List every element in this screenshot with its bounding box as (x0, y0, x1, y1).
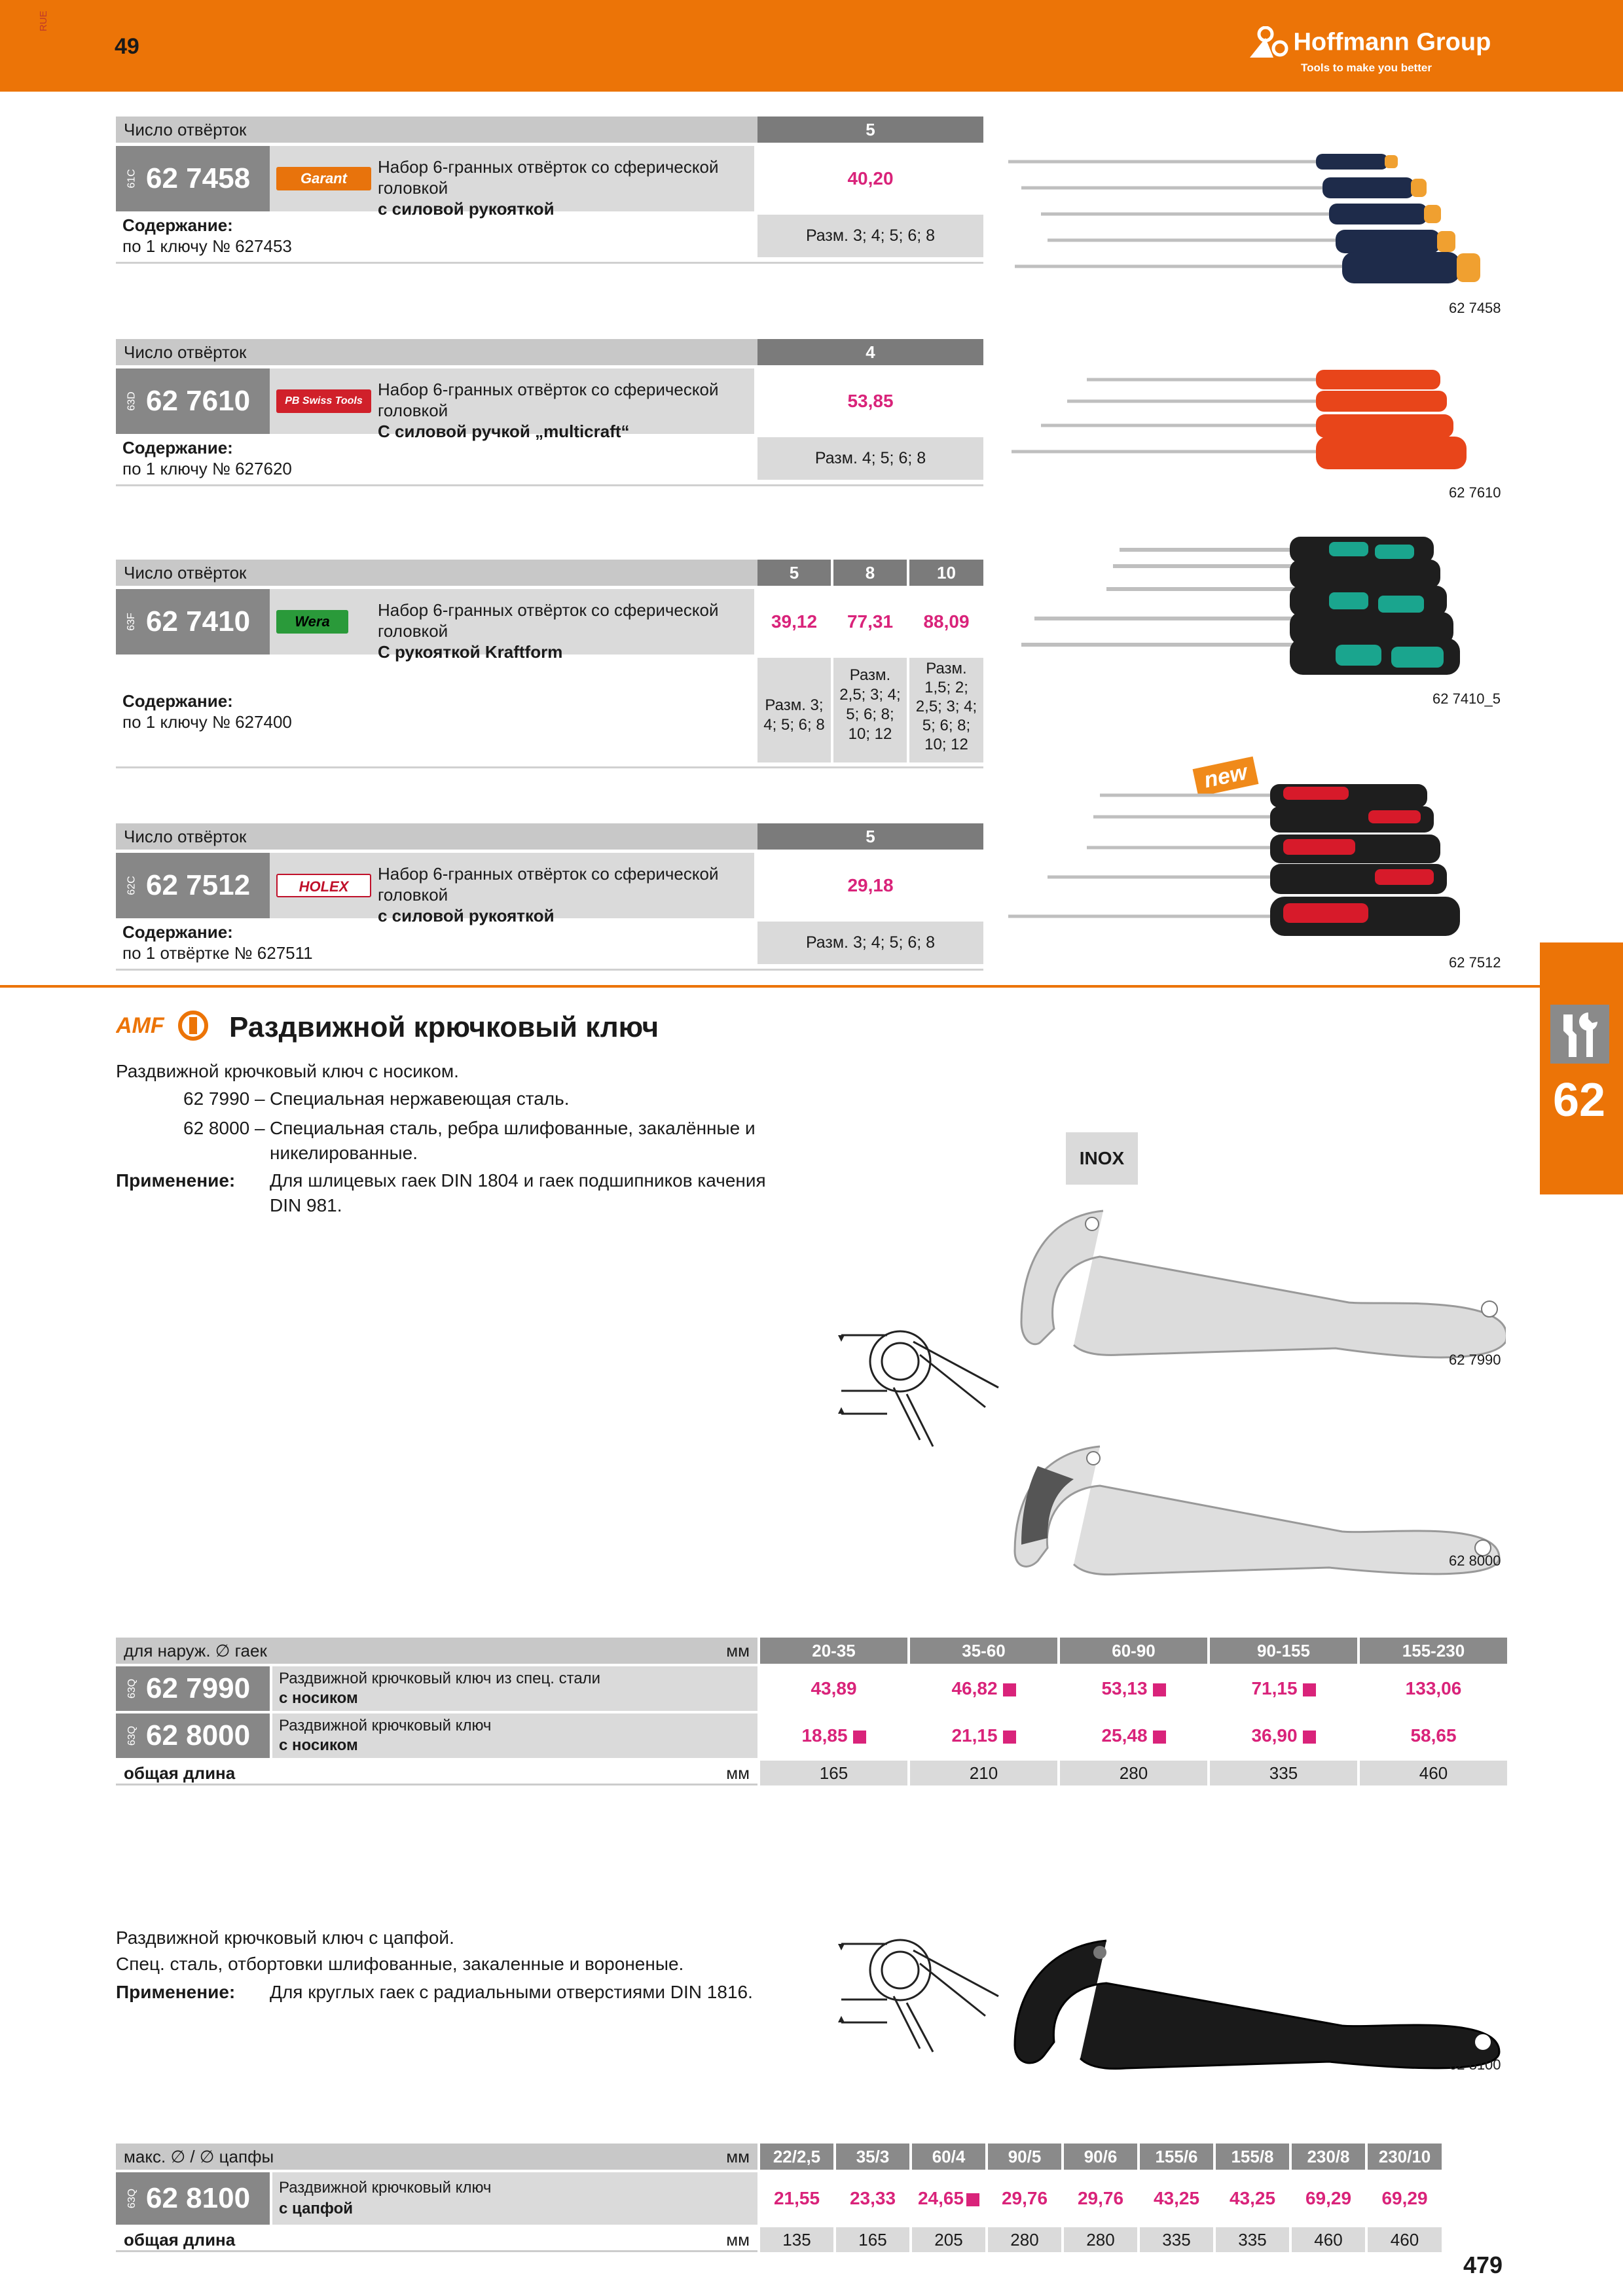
pb-swiss-tools-logo: PB Swiss Tools (276, 389, 371, 413)
inox-badge: INOX (1066, 1132, 1138, 1185)
price: 29,18 (847, 875, 894, 895)
article-number[interactable]: 62 7990 (146, 1672, 251, 1704)
section-intro: Раздвижной крючковый ключ с носиком. (116, 1061, 459, 1081)
content-label: Содержание: (122, 691, 233, 711)
price-cell (912, 2172, 985, 2225)
price-cell (1060, 1666, 1207, 1711)
article-code: 61C (126, 169, 137, 188)
price: 18,85 (801, 1725, 848, 1746)
content-text: по 1 ключу № 627400 (122, 712, 292, 732)
section2-line2: Спец. сталь, отбортовки шлифованные, закаленные и вороненые. (116, 1954, 684, 1974)
article-number[interactable]: 62 7512 (146, 869, 251, 901)
price-row (760, 1713, 1507, 1758)
length-value: 165 (836, 2227, 909, 2252)
price-cell (1360, 1666, 1507, 1711)
spec-table-2 (116, 2144, 1507, 2268)
price: 46,82 (951, 1678, 998, 1698)
price-cell (1368, 2172, 1442, 2225)
price: 21,55 (773, 2188, 820, 2208)
image-label: 62 7458 (1449, 300, 1501, 316)
application-label: Применение: (116, 1170, 236, 1191)
brand-name: Hoffmann Group (1293, 28, 1491, 56)
count-value: 5 (757, 823, 983, 850)
item2-line2: никелированные. (270, 1143, 418, 1163)
article-number[interactable]: 62 8000 (146, 1719, 251, 1751)
product-block-627610 (116, 339, 983, 490)
screwdriver-set-image (1002, 134, 1499, 285)
section2-line1: Раздвижной крючковый ключ с цапфой. (116, 1928, 454, 1948)
price-cell (910, 1713, 1057, 1758)
article-code: 62C (126, 876, 137, 895)
count-value: 8 (833, 560, 907, 586)
content-info (122, 215, 292, 257)
length-value: 280 (1060, 1761, 1207, 1785)
content-info (122, 922, 313, 963)
count-value: 4 (757, 339, 983, 365)
product-description (378, 600, 754, 662)
price: 23,33 (849, 2188, 896, 2208)
application-line1: Для шлицевых гаек DIN 1804 и гаек подшипников качения (270, 1170, 766, 1191)
price: 71,15 (1251, 1678, 1298, 1698)
image-label: 62 8000 (1449, 1552, 1501, 1569)
hoffmann-logo-icon (1247, 26, 1290, 59)
price-cell (760, 2172, 833, 2225)
application-text (270, 1168, 766, 1218)
length-value: 335 (1140, 2227, 1213, 2252)
length-value: 280 (1064, 2227, 1137, 2252)
article-number[interactable]: 62 8100 (146, 2182, 251, 2214)
price-cell (760, 1713, 907, 1758)
desc-line1: Набор 6-гранных отвёрток со сферической головкой (378, 380, 719, 420)
article-code: 63Q (126, 1725, 138, 1746)
content-label: Содержание: (122, 922, 233, 942)
row-description (272, 2172, 757, 2225)
product-description (378, 379, 754, 442)
length-unit: мм (726, 2230, 750, 2250)
diameter-label: макс. ∅ / ∅ цапфы (124, 2147, 274, 2166)
description-box (270, 589, 754, 662)
price-5: 39,12 (771, 611, 818, 632)
desc-line1: Набор 6-гранных отвёрток со сферической головкой (378, 157, 719, 198)
desc-line1: Набор 6-гранных отвёрток со сферической головкой (378, 864, 719, 905)
stock-marker (1003, 1731, 1016, 1744)
content-text: по 1 ключу № 627620 (122, 459, 292, 478)
col-header: 90/6 (1064, 2144, 1137, 2170)
hook-wrench-nickel-image (1002, 1440, 1506, 1577)
image-label: 62 7990 (1449, 1352, 1501, 1368)
article-box (116, 589, 270, 655)
price: 53,85 (847, 391, 894, 411)
chapter-tab[interactable] (1540, 942, 1623, 1194)
item2-code: 62 8000 – (183, 1118, 265, 1138)
screwdriver-set-image (1021, 530, 1506, 681)
content-text: по 1 отвёртке № 627511 (122, 943, 313, 963)
content-label: Содержание: (122, 215, 233, 235)
language-tag: RUE (38, 10, 49, 31)
divider (116, 766, 983, 768)
length-value: 205 (912, 2227, 985, 2252)
count-value: 5 (757, 560, 831, 586)
section2-application-label: Применение: (116, 1982, 236, 2002)
col-header: 35/3 (836, 2144, 909, 2170)
article-box (116, 368, 270, 434)
wera-logo: Wera (276, 610, 348, 634)
price-cell (1060, 1713, 1207, 1758)
section-divider (0, 985, 1623, 988)
col-header: 155/6 (1140, 2144, 1213, 2170)
price: 40,20 (847, 168, 894, 188)
image-label: 62 7512 (1449, 954, 1501, 971)
price-10: 88,09 (923, 611, 970, 632)
sizes-8: Разм. 2,5; 3; 4; 5; 6; 8; 10; 12 (833, 658, 907, 762)
price: 43,25 (1153, 2188, 1200, 2208)
col-header: 155-230 (1360, 1638, 1507, 1664)
description-box (270, 146, 754, 219)
count-label: Число отвёрток (116, 823, 757, 850)
sizes: Разм. 3; 4; 5; 6; 8 (757, 215, 983, 257)
product-description (378, 863, 754, 926)
price: 133,06 (1405, 1678, 1462, 1698)
desc-line2: с носиком (279, 1736, 358, 1754)
page-number: 479 (1463, 2251, 1503, 2278)
content-label: Содержание: (122, 438, 233, 457)
length-value: 460 (1360, 1761, 1507, 1785)
catalog-page-number: 49 (115, 34, 139, 59)
stock-marker (1303, 1683, 1316, 1696)
length-value: 460 (1368, 2227, 1442, 2252)
price-cell (1210, 1713, 1357, 1758)
garant-logo: Garant (276, 167, 371, 190)
brand-tagline: Tools to make you better (1301, 62, 1432, 74)
hook-wrench-diagram (822, 1322, 1012, 1453)
length-label: общая длина (124, 1763, 236, 1783)
item1-text: Специальная нержавеющая сталь. (270, 1088, 570, 1109)
amf-logo (116, 1009, 214, 1042)
length-value: 135 (760, 2227, 833, 2252)
price: 69,29 (1381, 2188, 1428, 2208)
article-box (116, 1666, 270, 1711)
length-label: общая длина (124, 2230, 236, 2250)
article-box (116, 2172, 270, 2225)
wrench-icon (1550, 1005, 1609, 1064)
length-value: 460 (1292, 2227, 1365, 2252)
price-cell (1360, 1713, 1507, 1758)
unit-label: мм (726, 1641, 750, 1660)
divider (116, 969, 983, 971)
length-value: 335 (1216, 2227, 1289, 2252)
stock-marker (1003, 1683, 1016, 1696)
col-header: 155/8 (1216, 2144, 1289, 2170)
product-block-627458 (116, 117, 983, 267)
article-box (116, 1713, 270, 1758)
col-header: 22/2,5 (760, 2144, 833, 2170)
price: 43,89 (811, 1678, 857, 1698)
stock-marker (853, 1731, 866, 1744)
price-cell (910, 1666, 1057, 1711)
price: 43,25 (1229, 2188, 1276, 2208)
price: 69,29 (1305, 2188, 1352, 2208)
amf-wordmark: AMF (116, 1013, 164, 1038)
col-header: 60/4 (912, 2144, 985, 2170)
article-code: 63Q (126, 1678, 138, 1699)
hook-wrench-stainless-image (1008, 1204, 1506, 1361)
length-label-cell (116, 2227, 757, 2252)
divider (116, 484, 983, 486)
image-label: 62 7410_5 (1432, 691, 1501, 707)
length-value: 165 (760, 1761, 907, 1785)
price-cell (760, 1666, 907, 1711)
price: 29,76 (1077, 2188, 1124, 2208)
sizes-10: Разм. 1,5; 2; 2,5; 3; 4; 5; 6; 8; 10; 12 (909, 658, 983, 762)
article-number[interactable]: 62 7410 (146, 605, 251, 637)
price-row (760, 1666, 1507, 1711)
price: 29,76 (1001, 2188, 1048, 2208)
desc-line1: Раздвижной крючковый ключ (279, 1717, 492, 1734)
price-cell (988, 2172, 1061, 2225)
divider (116, 262, 983, 264)
price: 21,15 (951, 1725, 998, 1746)
product-block-627410 (116, 560, 983, 769)
screwdriver-set-image (1002, 363, 1499, 475)
desc-line2: С силовой ручкой „multicraft“ (378, 422, 630, 441)
screwdriver-set-image (1002, 779, 1499, 942)
desc-line1: Набор 6-гранных отвёрток со сферической головкой (378, 600, 719, 641)
length-unit: мм (726, 1763, 750, 1783)
amf-logo-icon (116, 1009, 214, 1042)
unit-label: мм (726, 2147, 750, 2166)
price-cell (1140, 2172, 1213, 2225)
price: 53,13 (1101, 1678, 1148, 1698)
length-value: 335 (1210, 1761, 1357, 1785)
article-code: 63F (125, 613, 137, 631)
article-box (116, 146, 270, 211)
sizes-5: Разм. 3; 4; 5; 6; 8 (757, 658, 831, 762)
col-header: 230/8 (1292, 2144, 1365, 2170)
section-title: Раздвижной крючковый ключ (229, 1011, 659, 1043)
description-box (270, 853, 754, 925)
col-header: 60-90 (1060, 1638, 1207, 1664)
product-block-627512 (116, 823, 983, 974)
table-header-label (116, 2144, 757, 2170)
count-value: 5 (757, 117, 983, 143)
holex-logo: HOLEX (276, 874, 371, 897)
sizes: Разм. 4; 5; 6; 8 (757, 437, 983, 480)
new-badge: new (1193, 757, 1259, 797)
outer-diameter-label: для наруж. ∅ гаек (124, 1641, 267, 1660)
hook-wrench-pin-image (1002, 1934, 1506, 2072)
col-header: 230/10 (1368, 2144, 1442, 2170)
desc-line1: Раздвижной крючковый ключ из спец. стали (279, 1670, 601, 1687)
article-number[interactable]: 62 7458 (146, 162, 251, 194)
stock-marker (966, 2193, 979, 2206)
count-value: 10 (909, 560, 983, 586)
count-label: Число отвёрток (116, 560, 757, 586)
desc-line1: Раздвижной крючковый ключ (279, 2179, 492, 2197)
content-info (122, 691, 292, 732)
desc-line2: с носиком (279, 1689, 358, 1707)
count-label: Число отвёрток (116, 339, 757, 365)
article-code: 63D (126, 391, 137, 411)
price: 36,90 (1251, 1725, 1298, 1746)
row-description (272, 1666, 757, 1711)
application-line2: DIN 981. (270, 1195, 342, 1215)
article-box (116, 853, 270, 918)
article-number[interactable]: 62 7610 (146, 385, 251, 417)
desc-line2: с силовой рукояткой (378, 199, 555, 219)
price: 25,48 (1101, 1725, 1148, 1746)
desc-line2: с силовой рукояткой (378, 906, 555, 925)
length-value: 210 (910, 1761, 1057, 1785)
item2-text (270, 1116, 756, 1166)
image-label: 62 8100 (1449, 2056, 1501, 2073)
sizes: Разм. 3; 4; 5; 6; 8 (757, 922, 983, 964)
stock-marker (1303, 1731, 1316, 1744)
price-cell (1216, 2172, 1289, 2225)
price-8: 77,31 (847, 611, 894, 632)
pin-wrench-diagram (822, 1924, 1012, 2055)
table-header-label (116, 1638, 757, 1664)
image-label: 62 7610 (1449, 484, 1501, 501)
col-header: 35-60 (910, 1638, 1057, 1664)
description-box (270, 368, 754, 441)
price-cell (1210, 1666, 1357, 1711)
col-header: 90-155 (1210, 1638, 1357, 1664)
chapter-number: 62 (1553, 1074, 1606, 1126)
desc-line2: с цапфой (279, 2200, 354, 2217)
item1-code: 62 7990 – (183, 1088, 265, 1109)
price-cell (836, 2172, 909, 2225)
price-cell (1064, 2172, 1137, 2225)
count-label: Число отвёрток (116, 117, 757, 143)
item2-line1: Специальная сталь, ребра шлифованные, закалённые и (270, 1118, 756, 1138)
length-label-cell (116, 1761, 757, 1785)
article-code: 63Q (126, 2188, 138, 2209)
stock-marker (1153, 1731, 1166, 1744)
price: 58,65 (1410, 1725, 1457, 1746)
col-header: 20-35 (760, 1638, 907, 1664)
product-description (378, 156, 754, 219)
price: 24,65 (917, 2188, 964, 2208)
col-header: 90/5 (988, 2144, 1061, 2170)
content-text: по 1 ключу № 627453 (122, 236, 292, 256)
section2-application-text: Для круглых гаек с радиальными отверстиями DIN 1816. (270, 1982, 753, 2002)
row-description (272, 1713, 757, 1758)
length-value: 280 (988, 2227, 1061, 2252)
brand-logo (1247, 26, 1491, 74)
spec-table-1 (116, 1638, 1507, 1788)
content-info (122, 437, 292, 479)
price-cell (1292, 2172, 1365, 2225)
stock-marker (1153, 1683, 1166, 1696)
desc-line2: С рукояткой Kraftform (378, 642, 563, 662)
